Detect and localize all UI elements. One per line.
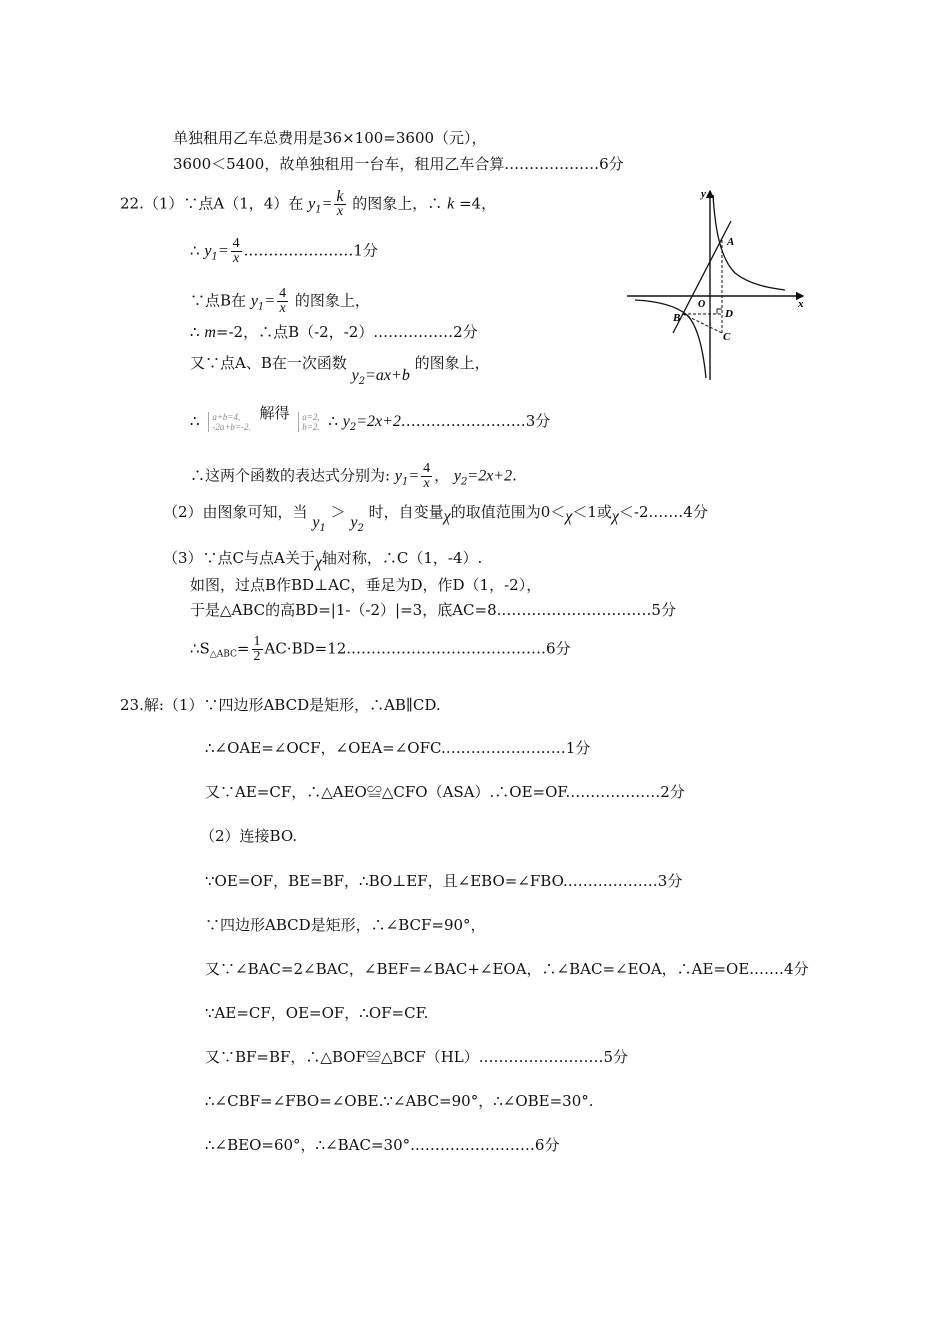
function-graph (625, 183, 810, 383)
q22-line-10: 如图，过点B作BD⊥AC，垂足为D，作D（1，-2）， (190, 576, 542, 594)
q23-line-6: ∵四边形ABCD是矩形，∴∠BCF=90°， (205, 916, 486, 934)
hyperbola-branch-3 (635, 300, 706, 378)
q22-line-4: ∴ m=-2，∴点B（-2，-2）.……………2分 (190, 323, 478, 341)
equation-system: a+b=4, -2a+b=-2. (208, 412, 250, 432)
q23-line-7: 又∵∠BAC=2∠BAC，∠BEF=∠BAC+∠EOA，∴∠BAC=∠EOA，∴AE=OE.……4分 (205, 960, 809, 978)
q23-line-8: ∵AE=CF，OE=OF，∴OF=CF. (205, 1004, 429, 1022)
q22-line-2: ∴ $y_1=$ $\frac{4}{x}$ .…………………1分 (190, 236, 378, 266)
point-b-label: B (673, 312, 681, 324)
point-d-label: D (725, 308, 733, 320)
dashed-bc (683, 314, 722, 333)
y-axis-label: y (701, 188, 706, 200)
q23-line-2: ∴∠OAE=∠OCF，∠OEA=∠OFC.……………………1分 (205, 739, 591, 757)
q22-line-8: （2）由图象可知，当 $y_1 > y_2$ 时，自变量χ的取值范围为0＜χ＜1或χ＜-2.……4分 (163, 503, 708, 534)
q22-line-12: $\therefore S_{\triangle ABC}=$ $\frac{1}{2}$ AC·BD=12.…………………………………6分 (190, 634, 571, 664)
right-angle-marker (717, 309, 722, 314)
q23-line-9: 又∵BF=BF，∴△BOF≌△BCF（HL）.……………………5分 (205, 1048, 629, 1066)
q23-line-10: ∴∠CBF=∠FBO=∠OBE.∵∠ABC=90°，∴∠OBE=30°. (205, 1092, 594, 1110)
q22-line-7: ∴这两个函数的表达式分别为: $y_1=$ $\frac{4}{x}$ ， $y_2=2x+2$. (190, 461, 517, 491)
q23-line-1: 23.解:（1）∵四边形ABCD是矩形，∴AB∥CD. (120, 696, 441, 714)
text-line: 单独租用乙车总费用是36×100=3600（元）， (173, 129, 487, 147)
solution-system: a=2, b=2. (298, 412, 319, 432)
q23-line-11: ∴∠BEO=60°，∴∠BAC=30°.……………………6分 (205, 1136, 560, 1154)
q23-line-5: ∵OE=OF，BE=BF，∴BO⊥EF，且∠EBO=∠FBO.………………3分 (205, 872, 683, 890)
q22-line-11: 于是△ABC的高BD=|1-（-2）|=3，底AC=8.…………………………5分 (190, 601, 676, 619)
point-c-label: C (723, 331, 731, 343)
text-line: 3600＜5400，故单独租用一台车，租用乙车合算.………………6分 (173, 155, 624, 173)
q22-line-1: 22.（1）∵点A（1，4）在 $y_1=$ $\frac{k}{x}$ 的图象上，∴ k =4， (120, 188, 497, 219)
hyperbola-branch-1 (713, 195, 785, 290)
x-axis-label: x (798, 298, 804, 310)
origin-label: O (698, 299, 706, 310)
q22-line-6: ∴ a+b=4, -2a+b=-2. 解得 a=2, b=2. ∴ $y_2=2x+2.\dots\dots\dots\dots\dots\dots\dots\dots 3$分 (190, 404, 551, 433)
q22-line-5: 又∵点A、B在一次函数 $y_2=ax+b$ 的图象上， (190, 354, 490, 387)
q23-line-3: 又∵AE=CF，∴△AEO≌△CFO（ASA）.∴OE=OF.………………2分 (205, 783, 685, 801)
q22-line-3: ∵点B在 $y_1=$ $\frac{4}{x}$ 的图象上， (190, 286, 370, 316)
q23-line-4: （2）连接BO. (200, 827, 298, 845)
q22-line-9: （3）∵点C与点A关于χ轴对称，∴C（1，-4）. (163, 549, 483, 571)
point-a-label: A (727, 236, 735, 248)
